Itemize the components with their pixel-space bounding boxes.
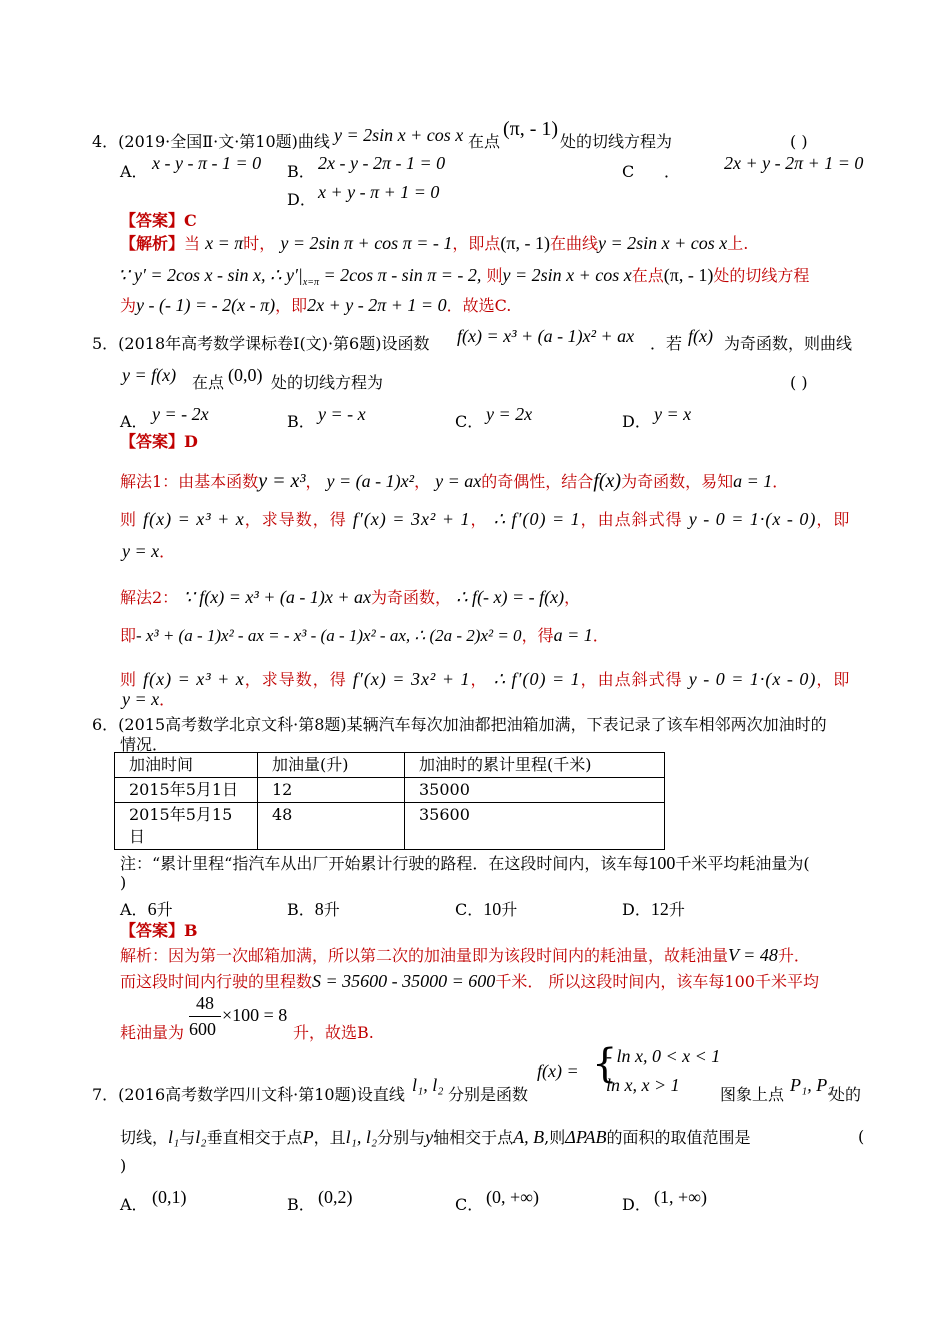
q4-s3b: y - (- 1) = - 2(x - π) xyxy=(136,295,276,315)
q6-frac-bar xyxy=(189,1016,221,1017)
q5-method1-line-2 xyxy=(120,508,850,531)
q5-n3g: ，由点斜式得 xyxy=(580,670,683,689)
q4-s1a: 当 xyxy=(184,234,201,253)
q7-opt-c-label: C． xyxy=(455,1195,484,1214)
q6-option-d xyxy=(622,898,685,921)
q5-n4b: ． xyxy=(159,690,176,709)
table-header-cell: 加油时间 xyxy=(115,753,258,778)
q6-e1b: V = 48 xyxy=(728,945,778,965)
q6-opt-a: 6 xyxy=(147,899,157,919)
q5-m2a: 则 xyxy=(120,510,138,529)
q5-m1j: a = 1 xyxy=(733,471,773,491)
q7-opt-d-label: D． xyxy=(622,1195,651,1214)
q6-opt-d-label: D． xyxy=(622,900,651,919)
q5-n3f: ∴ f′(0) = 1 xyxy=(493,669,581,689)
q5-m2c: ，求导数，得 xyxy=(244,510,347,529)
q7-l2b: l₁ xyxy=(168,1127,180,1147)
q7-l2i: 分别与 xyxy=(377,1128,426,1147)
q5-m1b: y = x³ xyxy=(258,470,306,492)
q7-paren-close: ) xyxy=(120,1156,127,1175)
q6-e1a: 解析：因为第一次邮箱加满，所以第二次的加油量即为该段时间内的耗油量，故耗油量 xyxy=(120,946,729,965)
q7-l2h: l₁, l₂ xyxy=(345,1127,378,1147)
q4-s2g: 处的切线方程 xyxy=(713,266,810,285)
table-cell: 35000 xyxy=(405,778,665,803)
q5-n3c: ，求导数，得 xyxy=(244,670,347,689)
q4-solution-line-3 xyxy=(120,294,511,317)
q7-s1: 分别是函数 xyxy=(448,1085,529,1104)
q5-l2a: y = f(x) xyxy=(122,365,177,385)
q7-s3: 处的 xyxy=(829,1085,862,1104)
q5-n3h: y - 0 = 1·(x - 0) xyxy=(688,669,817,689)
q7-l2f: P xyxy=(302,1127,314,1147)
q6-stem2: 情况． xyxy=(120,735,169,754)
q6-table xyxy=(114,752,665,850)
q4-opt-d: x + y - π + 1 = 0 xyxy=(318,182,440,202)
q6-note2: ) xyxy=(120,873,127,892)
q4-s2e: 在点 xyxy=(631,266,664,285)
q5-n1b: ∵ f(x) = x³ + (a - 1)x + ax xyxy=(183,587,371,607)
q5-n2a: 即 xyxy=(120,626,137,645)
q4-s1f: (π, - 1) xyxy=(500,233,550,253)
q6-option-b xyxy=(287,898,340,921)
q6-opt-c: 10 xyxy=(483,899,502,919)
q5-opt-a: y = - 2x xyxy=(152,404,209,424)
q5-n3i: ，即 xyxy=(816,670,851,689)
q7-case1: - ln x, 0 < x < 1 xyxy=(606,1046,721,1066)
q6-note-c: 千米平均耗油量为( xyxy=(675,854,810,873)
q5-n1d: ∴ f(- x) = - f(x) xyxy=(456,587,565,607)
q6-explain-line-2 xyxy=(120,970,819,993)
q4-s3e: ．故选C. xyxy=(446,296,512,315)
q7-l2j: y xyxy=(425,1127,434,1147)
table-header-cell: 加油时的累计里程(千米) xyxy=(405,753,665,778)
q5-s2: 为奇函数，则曲线 xyxy=(724,334,853,353)
q5-s1: ．若 xyxy=(650,334,683,353)
q6-opt-a-label: A． xyxy=(120,900,148,919)
q4-s2a: ∵ y′ = 2cos x - sin x, ∴ y′| xyxy=(118,265,303,285)
q5-opt-d: y = x xyxy=(654,404,692,424)
q5-opt-d-label: D． xyxy=(622,412,651,431)
q6-frac-num: 48 xyxy=(196,993,214,1013)
q5-opt-c: y = 2x xyxy=(486,404,533,424)
q5-m1f: y = ax xyxy=(435,471,482,491)
q7-l2c: 与 xyxy=(179,1128,196,1147)
q6-frac-tail: ×100 = 8 xyxy=(222,1005,288,1025)
q5-m2g: ，由点斜式得 xyxy=(580,510,683,529)
q5-m2i: ，即 xyxy=(816,510,851,529)
q6-note-b: 100 xyxy=(648,853,676,873)
q5-method2-line-3 xyxy=(120,668,850,691)
q5-l2d: 处的切线方程为 xyxy=(271,373,384,392)
q7-opt-a: (0,1) xyxy=(152,1187,187,1207)
q5-n1a: 解法2： xyxy=(120,588,179,607)
q5-opt-a-label: A． xyxy=(120,412,148,431)
q6-note xyxy=(120,852,810,875)
q5-n1e: ， xyxy=(564,588,581,607)
q5-l2c: (0,0) xyxy=(228,365,263,385)
q7-l2a: 切线， xyxy=(120,1128,169,1147)
q5-n3a: 则 xyxy=(120,670,138,689)
q4-s2f: (π, - 1) xyxy=(663,265,714,285)
q7-paren-open: ( xyxy=(858,1127,865,1146)
q7-opt-b-label: B． xyxy=(287,1195,315,1214)
table-row xyxy=(115,778,665,803)
q5-stem: 5．(2018年高考数学课标卷Ⅰ(文)·第6题)设函数 xyxy=(92,334,430,353)
q7-l2e: 垂直相交于点 xyxy=(206,1128,303,1147)
table-row xyxy=(115,803,665,850)
q6-option-c xyxy=(455,898,517,921)
q5-m2h: y - 0 = 1·(x - 0) xyxy=(688,509,817,529)
q4-point: (π, - 1) xyxy=(503,118,559,140)
q6-opt-d: 12 xyxy=(650,899,669,919)
q4-s3a: 为 xyxy=(120,296,137,315)
q5-opt-c-label: C． xyxy=(455,412,484,431)
q6-stem: 6．(2015高考数学北京文科·第8题)某辆汽车每次加油都把油箱加满，下表记录了该车相邻两次加油时的 xyxy=(92,715,827,734)
q4-opt-a: x - y - π - 1 = 0 xyxy=(152,153,262,173)
q7-opt-b: (0,2) xyxy=(318,1187,353,1207)
q7-opt-c: (0, +∞) xyxy=(486,1187,539,1207)
q5-n3b: f(x) = x³ + x xyxy=(143,669,245,689)
q4-s3c: ，即 xyxy=(275,296,308,315)
q5-m1a: 解法1：由基本函数 xyxy=(120,472,259,491)
q7-case2: ln x, x > 1 xyxy=(606,1075,680,1095)
q5-answer: 【答案】D xyxy=(120,432,198,451)
q6-row2-date: 2015年5月15 xyxy=(129,805,233,824)
q7-l2l: A, B xyxy=(513,1127,545,1147)
table-cell: 12 xyxy=(258,778,405,803)
q4-s3d: 2x + y - 2π + 1 = 0 xyxy=(307,295,447,315)
q6-unit: 升 xyxy=(156,900,173,919)
q4-opt-b-label: B． xyxy=(287,162,315,181)
q5-n2b: - x³ + (a - 1)x² - ax = - x³ - (a - 1)x² - ax, ∴ (2a - 2)x² = 0 xyxy=(136,626,522,645)
q4-s2d: y = 2sin x + cos x xyxy=(502,265,632,285)
q5-l2b: 在点 xyxy=(192,373,225,392)
q5-m1d: y = (a - 1)x² xyxy=(326,471,415,491)
q6-frac-den: 600 xyxy=(189,1019,216,1039)
q6-e1c: 升． xyxy=(777,946,810,965)
q5-func: f(x) = x³ + (a - 1)x² + ax xyxy=(457,326,635,346)
q7-opt-a-label: A． xyxy=(120,1195,148,1214)
q4-solution-line-2 xyxy=(118,264,809,294)
q5-m2e: ， xyxy=(470,510,488,529)
q6-e2a: 而这段时间内行驶的里程数 xyxy=(120,972,313,991)
q5-method2-line-1 xyxy=(120,586,580,609)
q6-e2c: 千米． 所以这段时间内，该车每100千米平均 xyxy=(495,972,819,991)
table-cell: 48 xyxy=(258,803,405,850)
table-cell: 2015年5月1日 xyxy=(115,778,258,803)
q5-n2d: a = 1 xyxy=(553,625,593,645)
q7-s2: 图象上点 xyxy=(720,1085,785,1104)
q5-method1-line-3 xyxy=(122,540,175,563)
q5-m1e: ， xyxy=(414,472,431,491)
q6-e3b: 升，故选B. xyxy=(293,1023,374,1042)
q5-m1c: ， xyxy=(305,472,322,491)
q5-fx: f(x) xyxy=(688,326,713,346)
q4-s2b: = 2cos π - sin π = - 2, xyxy=(319,265,482,285)
q5-method2-line-4 xyxy=(122,688,175,711)
q7-fx: f(x) = xyxy=(537,1061,579,1081)
q4-opt-c-label: C xyxy=(622,162,635,181)
q7-opt-d: (1, +∞) xyxy=(654,1187,707,1207)
q5-m2b: f(x) = x³ + x xyxy=(143,509,245,529)
q6-e3a: 耗油量为 xyxy=(120,1023,185,1042)
table-row xyxy=(115,753,665,778)
q6-opt-b-label: B． xyxy=(287,900,315,919)
q4-opt-b: 2x - y - 2π - 1 = 0 xyxy=(318,153,446,173)
q6-row2-date-tail: 日 xyxy=(129,827,146,846)
q6-answer: 【答案】B xyxy=(120,921,198,940)
q6-options xyxy=(120,898,173,921)
q5-opt-b: y = - x xyxy=(318,404,366,424)
q7-l1l2: l₁, l₂ xyxy=(412,1075,444,1095)
q5-m3b: ． xyxy=(159,542,176,561)
q4-paren: ( ) xyxy=(790,132,808,151)
q5-n3e: ， xyxy=(470,670,488,689)
q4-tail: 处的切线方程为 xyxy=(560,132,673,151)
q7-l2n: ΔPAB xyxy=(565,1127,607,1147)
q6-e2b: S = 35600 - 35000 = 600 xyxy=(312,971,496,991)
q5-method2-line-2 xyxy=(120,624,609,647)
q6-unit: 升 xyxy=(668,900,685,919)
q5-n3d: f′(x) = 3x² + 1 xyxy=(352,669,471,689)
q6-unit: 升 xyxy=(323,900,340,919)
q6-unit: 升 xyxy=(501,900,518,919)
q7-p1p2: P₁, P₂ xyxy=(790,1075,834,1095)
q4-s1d: y = 2sin π + cos π = - 1 xyxy=(280,233,453,253)
q4-s1c: 时， xyxy=(243,234,276,253)
q5-opt-b-label: B． xyxy=(287,412,315,431)
q5-paren: ( ) xyxy=(790,373,808,392)
q7-stem: 7．(2016高考数学四川文科·第10题)设直线 xyxy=(92,1085,405,1104)
q4-solution-line-1 xyxy=(120,232,748,255)
table-cell xyxy=(115,803,258,850)
q4-opt-c: 2x + y - 2π + 1 = 0 xyxy=(724,153,864,173)
q6-note-a: 注：“累计里程“指汽车从出厂开始累计行驶的路程．在这段时间内，该车每 xyxy=(120,854,649,873)
q5-n2e: ． xyxy=(592,626,609,645)
q7-l2d: l₂ xyxy=(195,1127,207,1147)
q4-s2sub: x=π xyxy=(302,277,320,289)
q5-m1k: ． xyxy=(772,472,789,491)
q5-method1-line-1 xyxy=(120,470,788,493)
q4-s1g: 在曲线 xyxy=(549,234,598,253)
q6-explain-line-1 xyxy=(120,944,810,967)
q7-brace: { xyxy=(592,1041,618,1087)
q4-opt-c-dot: ． xyxy=(664,162,681,181)
q5-m1g: 的奇偶性，结合 xyxy=(481,472,594,491)
q6-opt-c-label: C． xyxy=(455,900,484,919)
q5-m2d: f′(x) = 3x² + 1 xyxy=(352,509,471,529)
q4-at-point: 在点 xyxy=(468,132,501,151)
q4-s1i: 上. xyxy=(727,234,749,253)
q5-m3a: y = x xyxy=(122,541,160,561)
q4-s2c: 则 xyxy=(486,266,503,285)
q4-opt-a-label: A． xyxy=(120,162,148,181)
q7-l2g: ，且 xyxy=(313,1128,346,1147)
q4-s1b: x = π xyxy=(205,233,244,253)
q5-m2f: ∴ f′(0) = 1 xyxy=(493,509,581,529)
q5-n2c: ，得 xyxy=(521,626,554,645)
q7-line-2 xyxy=(120,1126,751,1149)
table-header-cell: 加油量(升) xyxy=(258,753,405,778)
q7-l2o: 的面积的取值范围是 xyxy=(606,1128,751,1147)
q5-n1c: 为奇函数， xyxy=(371,588,452,607)
table-cell: 35600 xyxy=(405,803,665,850)
q4-s1h: y = 2sin x + cos x xyxy=(597,233,728,253)
q4-s1e: ，即点 xyxy=(452,234,501,253)
q6-opt-b: 8 xyxy=(314,899,324,919)
q7-l2k: 轴相交于点 xyxy=(433,1128,514,1147)
q4-curve: y = 2sin x + cos x xyxy=(334,125,464,145)
q4-stem: 4．(2019·全国Ⅱ·文·第10题)曲线 xyxy=(92,132,330,151)
q4-jiexi-label: 【解析】 xyxy=(120,234,185,253)
q5-n4a: y = x xyxy=(122,689,160,709)
q7-l2m: ,则 xyxy=(544,1128,566,1147)
q5-m1h: f(x) xyxy=(593,470,622,492)
q5-m1i: 为奇函数，易知 xyxy=(621,472,734,491)
q4-opt-d-label: D． xyxy=(287,190,316,209)
q4-answer: 【答案】C xyxy=(120,211,197,230)
